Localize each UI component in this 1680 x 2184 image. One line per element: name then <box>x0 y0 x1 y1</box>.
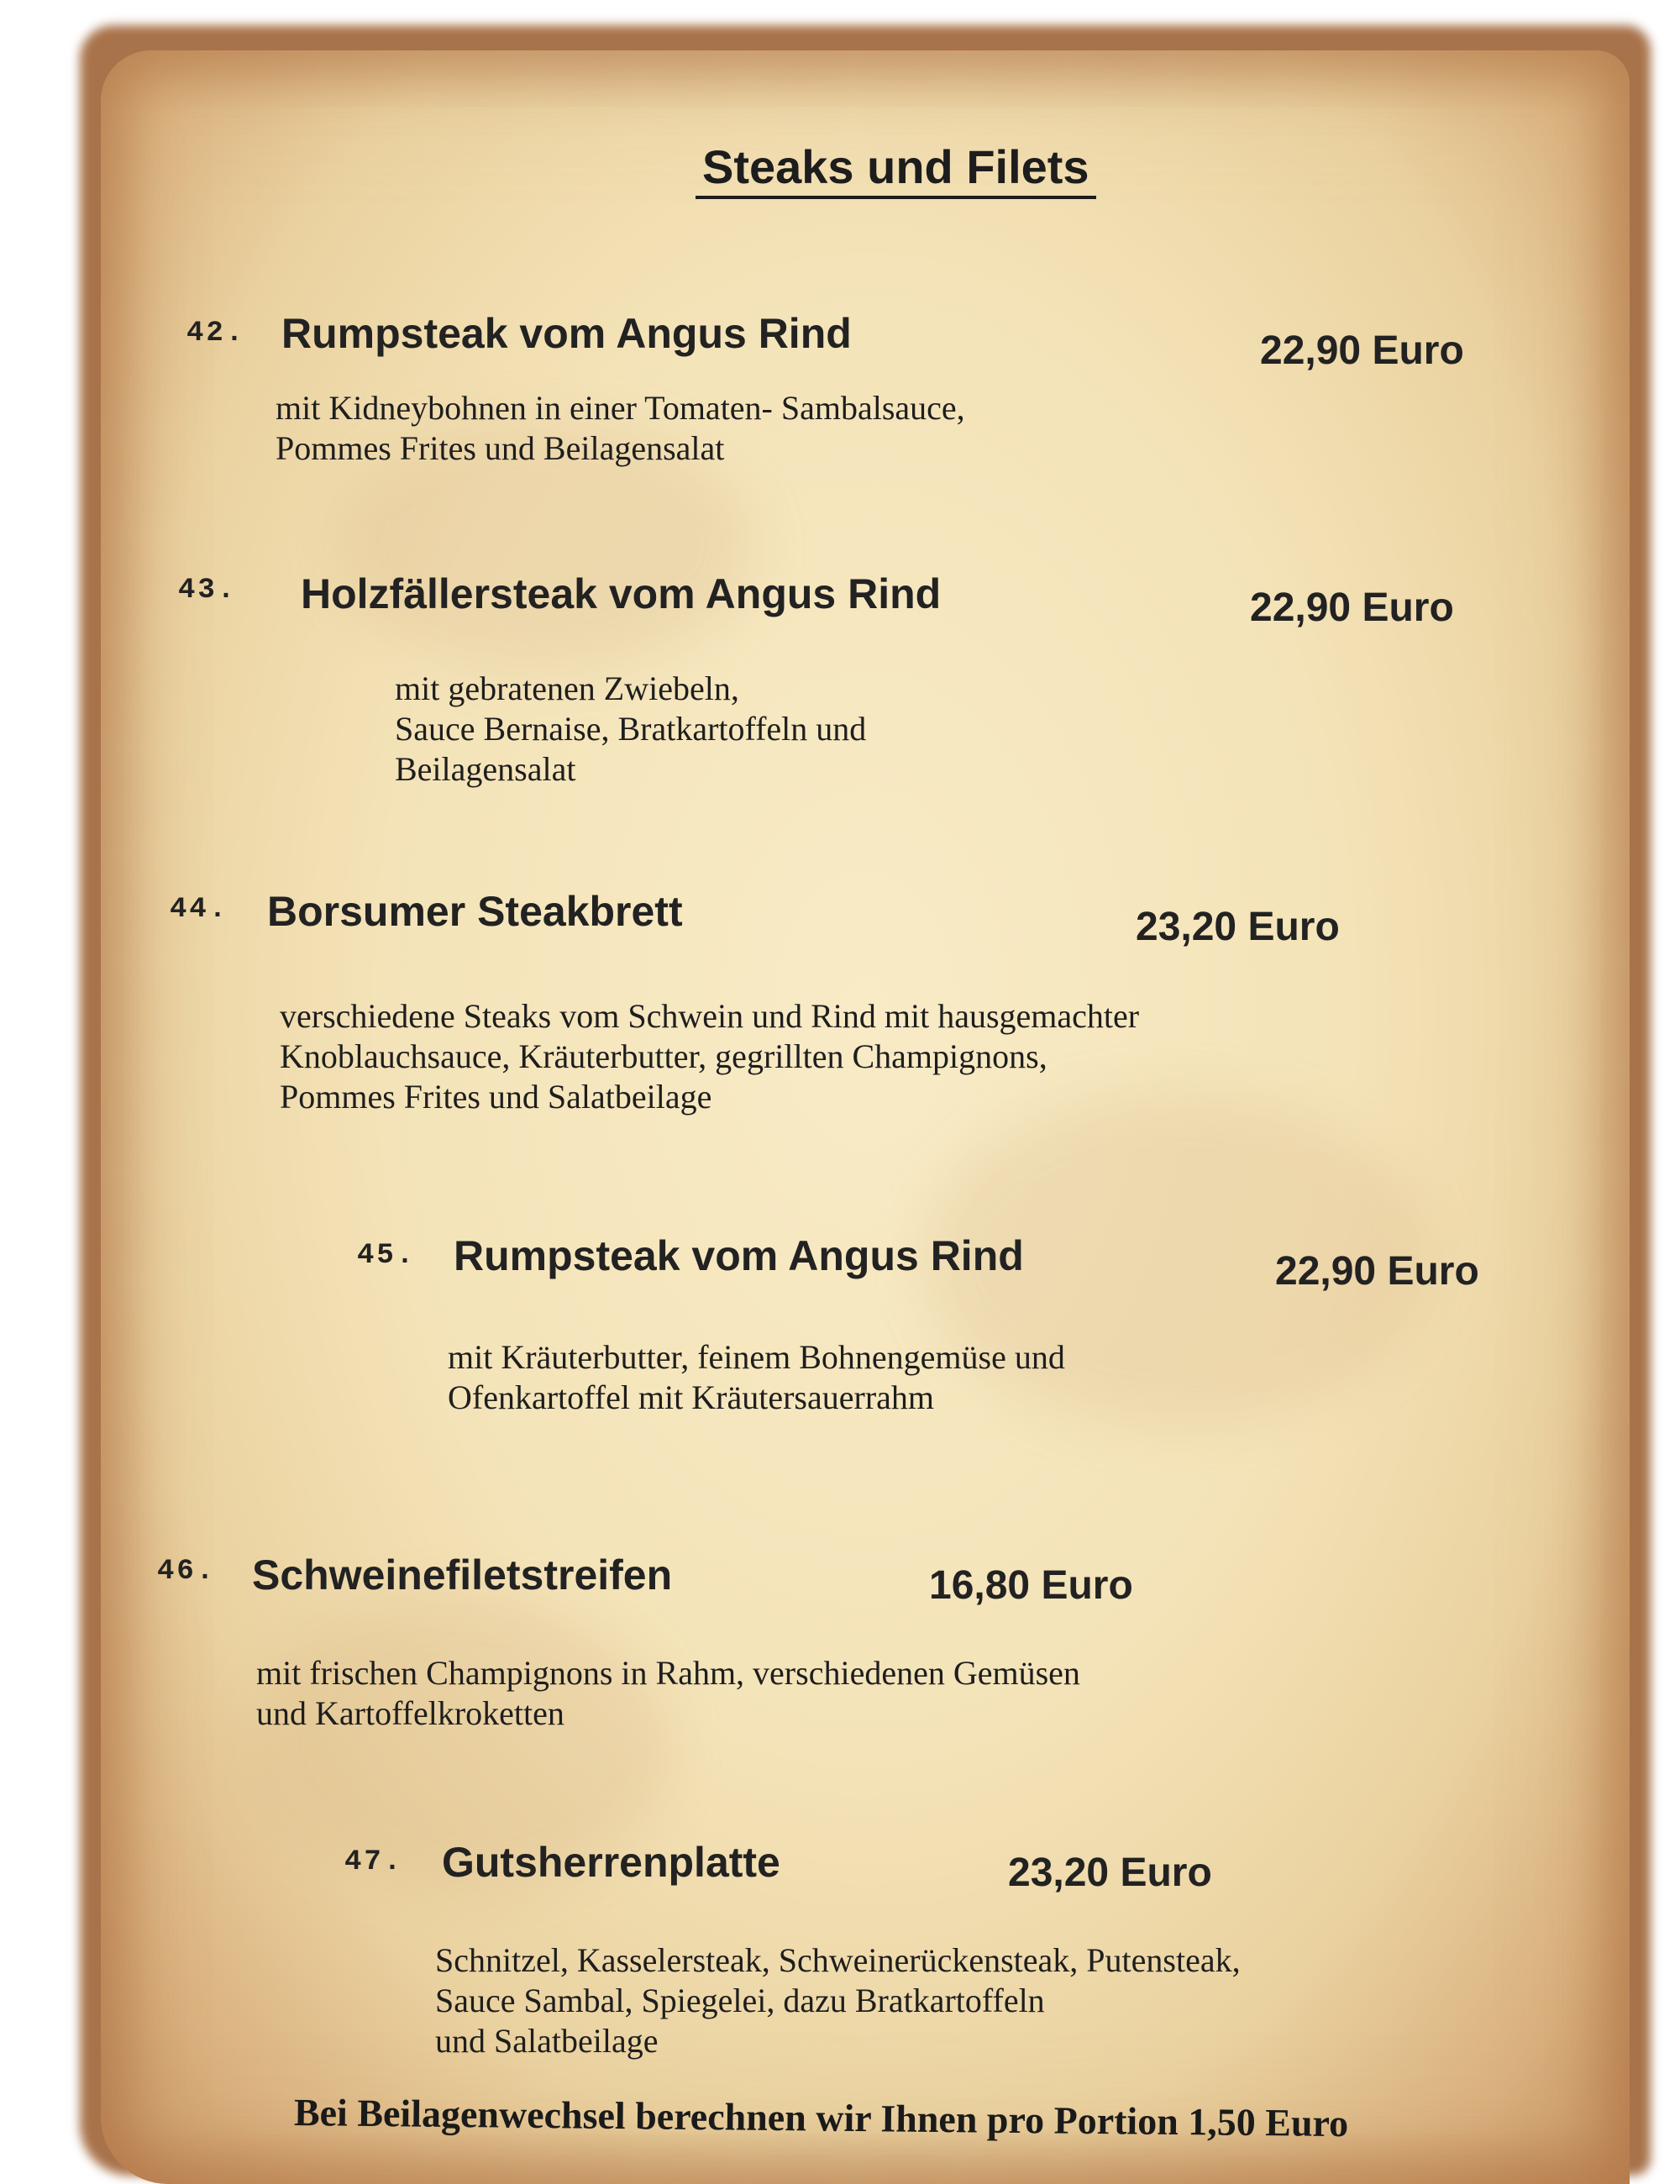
item-name: Schweinefiletstreifen <box>252 1551 673 1599</box>
description-line: Pommes Frites und Salatbeilage <box>280 1078 712 1116</box>
description-line: Beilagensalat <box>395 750 576 788</box>
item-number: 46. <box>157 1556 217 1588</box>
description-line: Sauce Bernaise, Bratkartoffeln und <box>395 710 867 748</box>
description-line: und Salatbeilage <box>435 2022 659 2060</box>
description-line: mit frischen Champignons in Rahm, verschiedenen Gemüsen <box>256 1654 1080 1692</box>
item-description <box>280 996 1139 1117</box>
item-price: 23,20 Euro <box>1136 905 1340 949</box>
description-line: Schnitzel, Kasselersteak, Schweinerückensteak, Putensteak, <box>435 1941 1241 1979</box>
item-number: 47. <box>344 1846 404 1878</box>
page-title: Steaks und Filets <box>696 139 1096 199</box>
description-line: mit Kräuterbutter, feinem Bohnengemüse und <box>448 1338 1065 1376</box>
item-name: Gutsherrenplatte <box>442 1839 780 1886</box>
description-line: verschiedene Steaks vom Schwein und Rind mit hausgemachter <box>280 997 1140 1035</box>
description-line: mit gebratenen Zwiebeln, <box>395 669 739 707</box>
item-name: Rumpsteak vom Angus Rind <box>454 1232 1024 1279</box>
item-description <box>435 1940 1241 2061</box>
item-description <box>448 1337 1065 1418</box>
description-line: und Kartoffelkroketten <box>256 1694 564 1732</box>
item-number: 44. <box>170 894 229 926</box>
footer-note: Bei Beilagenwechsel berechnen wir Ihnen pro Portion 1,50 Euro <box>293 2091 1349 2145</box>
item-name: Rumpsteak vom Angus Rind <box>281 310 852 357</box>
item-number: 45. <box>357 1240 417 1272</box>
item-description <box>395 669 866 790</box>
item-price: 22,90 Euro <box>1250 585 1454 630</box>
item-price: 16,80 Euro <box>929 1563 1133 1608</box>
item-description <box>256 1653 1080 1734</box>
item-number: 43. <box>178 575 238 606</box>
item-name: Borsumer Steakbrett <box>267 888 683 935</box>
item-price: 23,20 Euro <box>1008 1851 1212 1895</box>
description-line: Knoblauchsauce, Kräuterbutter, gegrillten Champignons, <box>280 1037 1047 1075</box>
item-description <box>276 388 965 469</box>
item-number: 42. <box>186 318 246 349</box>
item-name: Holzfällersteak vom Angus Rind <box>301 570 942 617</box>
item-price: 22,90 Euro <box>1275 1249 1479 1294</box>
description-line: mit Kidneybohnen in einer Tomaten- Sambalsauce, <box>276 389 965 427</box>
description-line: Sauce Sambal, Spiegelei, dazu Bratkartoffeln <box>435 1982 1045 2019</box>
description-line: Ofenkartoffel mit Kräutersauerrahm <box>448 1378 935 1416</box>
description-line: Pommes Frites und Beilagensalat <box>276 429 725 467</box>
item-price: 22,90 Euro <box>1260 328 1464 373</box>
